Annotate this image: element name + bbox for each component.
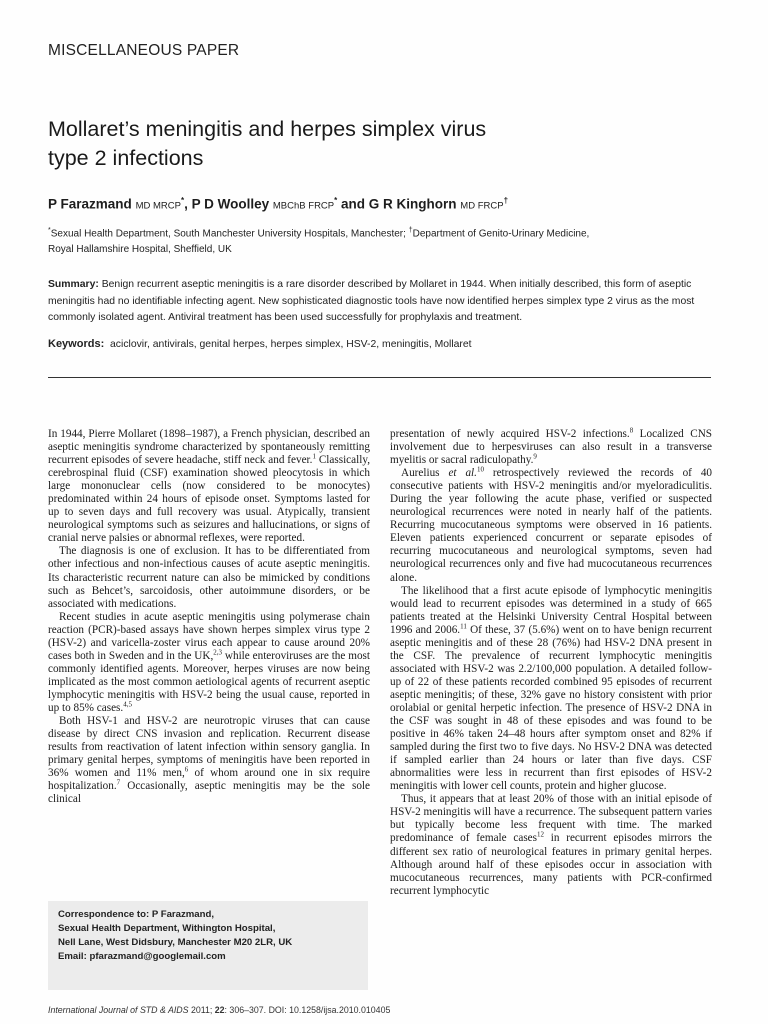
affiliation-mark: * <box>48 227 51 234</box>
author-name: P D Woolley <box>191 196 270 212</box>
correspondence-line: Nell Lane, West Didsbury, Manchester M20 2LR, UK <box>58 937 293 948</box>
affiliation-text: Department of Genito-Urinary Medicine, <box>412 228 590 240</box>
body-text: Of these, 37 (5.6%) went on to have benign recurrent aseptic meningitis and of these 28 (76%) had HSV-2 DNA present in the CSF. The prevalence of recurrent lymphocytic meningitis associated with HSV-2 was 2.2/100,000 population. A detailed follow-up of 22 of these patients recorded combined 95 episodes of recurrent aseptic meningitis; of these, 32% gave no history consistent with prior orolabial or genital herpetic infection. The presence of HSV-2 DNA in the CSF was sought in 48 of these episodes and was found to be positive in 46% taken 24–48 hours after symptom onset and 82% if sampled during the first two to five days. No HSV-2 DNA was detected if sampled earlier than 24 hours or later than five days. CSF abnormalities were less in recurrent than first episodes of HSV-2 meningitis with lower cell counts, protein and higher glucose. <box>390 623 712 793</box>
body-text: Aurelius <box>401 467 449 480</box>
journal-volume: 22 <box>214 1005 225 1015</box>
body-text: Thus, it appears that at least 20% of those with an initial episode of HSV-2 meningitis will have a recurrence. The subsequent pattern varies but typically become less frequent with time. The marked predominance of female cases <box>390 793 712 845</box>
body-text: Both HSV-1 and HSV-2 are neurotropic viruses that can cause disease by direct CNS invasion and replication. Recurrent disease results from reactivation of latent infection within sensory ganglia. In primary genital herpes, symptoms of meningitis have been reported in 36% women and 11% men, <box>48 715 370 780</box>
body-paragraph <box>390 428 712 467</box>
title-line-2: type 2 infections <box>48 146 204 170</box>
citation-ref: 6 <box>184 765 189 774</box>
body-text: In 1944, Pierre Mollaret (1898–1987), a French physician, described an aseptic meningitis syndrome characterized by spontaneously remitting recurrent episodes of severe headache, stiff neck and fever. <box>48 428 370 467</box>
section-divider <box>48 377 711 378</box>
body-text: of whom around one in six require hospitalization. <box>48 767 370 793</box>
body-paragraph: The diagnosis is one of exclusion. It has to be differentiated from other infectious and non-infectious causes of acute aseptic meningitis. Its characteristic recurrent nature can also be mimicked by conditions such as Behcet’s, sarcoidosis, other autoimmune disorders, or be associated with medications. <box>48 545 370 610</box>
affiliation-mark: * <box>334 196 338 205</box>
citation-ref: 10 <box>476 465 484 474</box>
body-paragraph <box>48 715 370 806</box>
body-paragraph <box>390 793 712 897</box>
affiliation-mark: * <box>180 196 185 205</box>
summary-text: Benign recurrent aseptic meningitis is a rare disorder described by Mollaret in 1944. When initially described, this form of aseptic meningitis had no identifiable infecting agent. New sophisticated diagnostic tools have now identified herpes simplex type 2 virus as the most commonly isolated agent. Antiviral treatment has been used successfully for prophylaxis and treatment. <box>48 279 695 323</box>
affiliation-line-1 <box>48 223 728 242</box>
correspondence-email: Email: pfarazmand@googlemail.com <box>58 951 226 962</box>
body-text: Recent studies in acute aseptic meningitis using polymerase chain reaction (PCR)-based assays have shown herpes simplex virus type 2 (HSV-2) and varicella-zoster virus each appear to cause around 20% cases both in Sweden and in the UK, <box>48 610 370 662</box>
body-text-italic: et al. <box>448 467 477 480</box>
journal-pages-doi: : 306–307. DOI: 10.1258/ijsa.2010.010405 <box>224 1005 391 1015</box>
author-name: P Farazmand <box>48 196 132 212</box>
affiliation-mark: † <box>503 196 509 205</box>
summary-abstract <box>48 277 723 327</box>
citation-ref: 8 <box>629 426 634 435</box>
body-column-left <box>48 428 370 806</box>
body-paragraph <box>390 585 712 794</box>
correspondence-box <box>48 901 368 990</box>
journal-year: 2011; <box>188 1005 215 1015</box>
affiliations <box>48 223 728 257</box>
author-separator: and <box>337 196 369 212</box>
paper-type-label: MISCELLANEOUS PAPER <box>48 42 240 59</box>
affiliation-mark: † <box>408 227 413 234</box>
body-column-right <box>390 428 712 898</box>
citation-ref: 2,3 <box>213 648 223 657</box>
citation-ref: 7 <box>116 778 121 787</box>
author-degrees: MD MRCP <box>135 200 181 212</box>
affiliation-text: Sexual Health Department, South Manchester University Hospitals, Manchester; <box>50 228 409 240</box>
body-text: Localized CNS involvement due to herpesviruses can also result in a transverse myelitis or sacral radiculopathy. <box>390 428 712 467</box>
paper-title <box>48 115 688 173</box>
keywords <box>48 338 723 350</box>
body-paragraph <box>48 611 370 715</box>
body-text: retrospectively reviewed the records of 40 consecutive patients with HSV-2 meningitis and/or myeloradiculitis. During the year following the acute phase, verified or suspected neurological recurrences were noted in nearly half of the patients. Recurring mucocutaneous symptoms were observed in 16 patients. Eleven patients experienced concurrent or separate episodes of recurring mucocutaneous and neurological symptoms, seven had neurological recurrences only and five had mucocutaneous recurrences alone. <box>390 467 713 584</box>
body-text: presentation of newly acquired HSV-2 infections. <box>390 428 630 440</box>
correspondence-line: Correspondence to: P Farazmand, <box>58 909 215 920</box>
author-list <box>48 196 508 212</box>
body-paragraph <box>390 467 712 584</box>
journal-name: International Journal of STD & AIDS <box>48 1005 189 1015</box>
citation-ref: 9 <box>533 452 537 461</box>
citation-ref: 1 <box>312 452 316 461</box>
keywords-text: aciclovir, antivirals, genital herpes, herpes simplex, HSV-2, meningitis, Mollaret <box>110 339 472 350</box>
correspondence-line: Sexual Health Department, Withington Hospital, <box>58 923 276 934</box>
citation-ref: 12 <box>537 830 544 839</box>
keywords-label: Keywords: <box>48 338 105 350</box>
author-separator: , <box>184 196 192 212</box>
author-degrees: MBChB FRCP <box>272 200 335 212</box>
body-text: The likelihood that a first acute episode of lymphocytic meningitis would lead to recurrent episodes was determined in a study of 665 patients treated at the Helsinki University Central Hospital between 1996 and 2006. <box>390 584 712 636</box>
citation-ref: 4,5 <box>123 700 132 709</box>
affiliation-line-2: Royal Hallamshire Hospital, Sheffield, UK <box>48 243 232 255</box>
body-text: while enteroviruses are the most commonly identified agents. Moreover, herpes viruses are now being implicated as the most common aetiological agents of recurrent aseptic lymphocytic meningitis with HSV-2 being the usual cause, reported in up to 85% cases. <box>48 649 371 714</box>
body-paragraph <box>48 428 370 545</box>
summary-label: Summary: <box>48 279 99 290</box>
body-text: Occasionally, aseptic meningitis may be the sole clinical <box>48 780 370 806</box>
citation-ref: 11 <box>460 621 467 630</box>
author-degrees: MD FRCP <box>460 200 504 212</box>
author-name: G R Kinghorn <box>368 196 457 212</box>
journal-footer <box>48 1005 390 1015</box>
body-text: in recurrent episodes mirrors the different sex ratio of neurological features in primary genital herpes. Although around half of these episodes occur in association with mucocutaneous recurrences, many patients with PCR-confirmed recurrent lymphocytic <box>390 832 712 897</box>
title-line-1: Mollaret’s meningitis and herpes simplex virus <box>48 117 487 141</box>
body-text: Classically, cerebrospinal fluid (CSF) examination showed pleocytosis in which large mononuclear cells (now considered to be monocytes) predominated within 24 hours of episode onset. Symptoms lasted for up to seven days and full recovery was usual. Atypically, transient neurological symptoms such as seizures and hallucinations, or signs of cranial nerve palsies or abnormal reflexes, were reported. <box>48 454 370 545</box>
